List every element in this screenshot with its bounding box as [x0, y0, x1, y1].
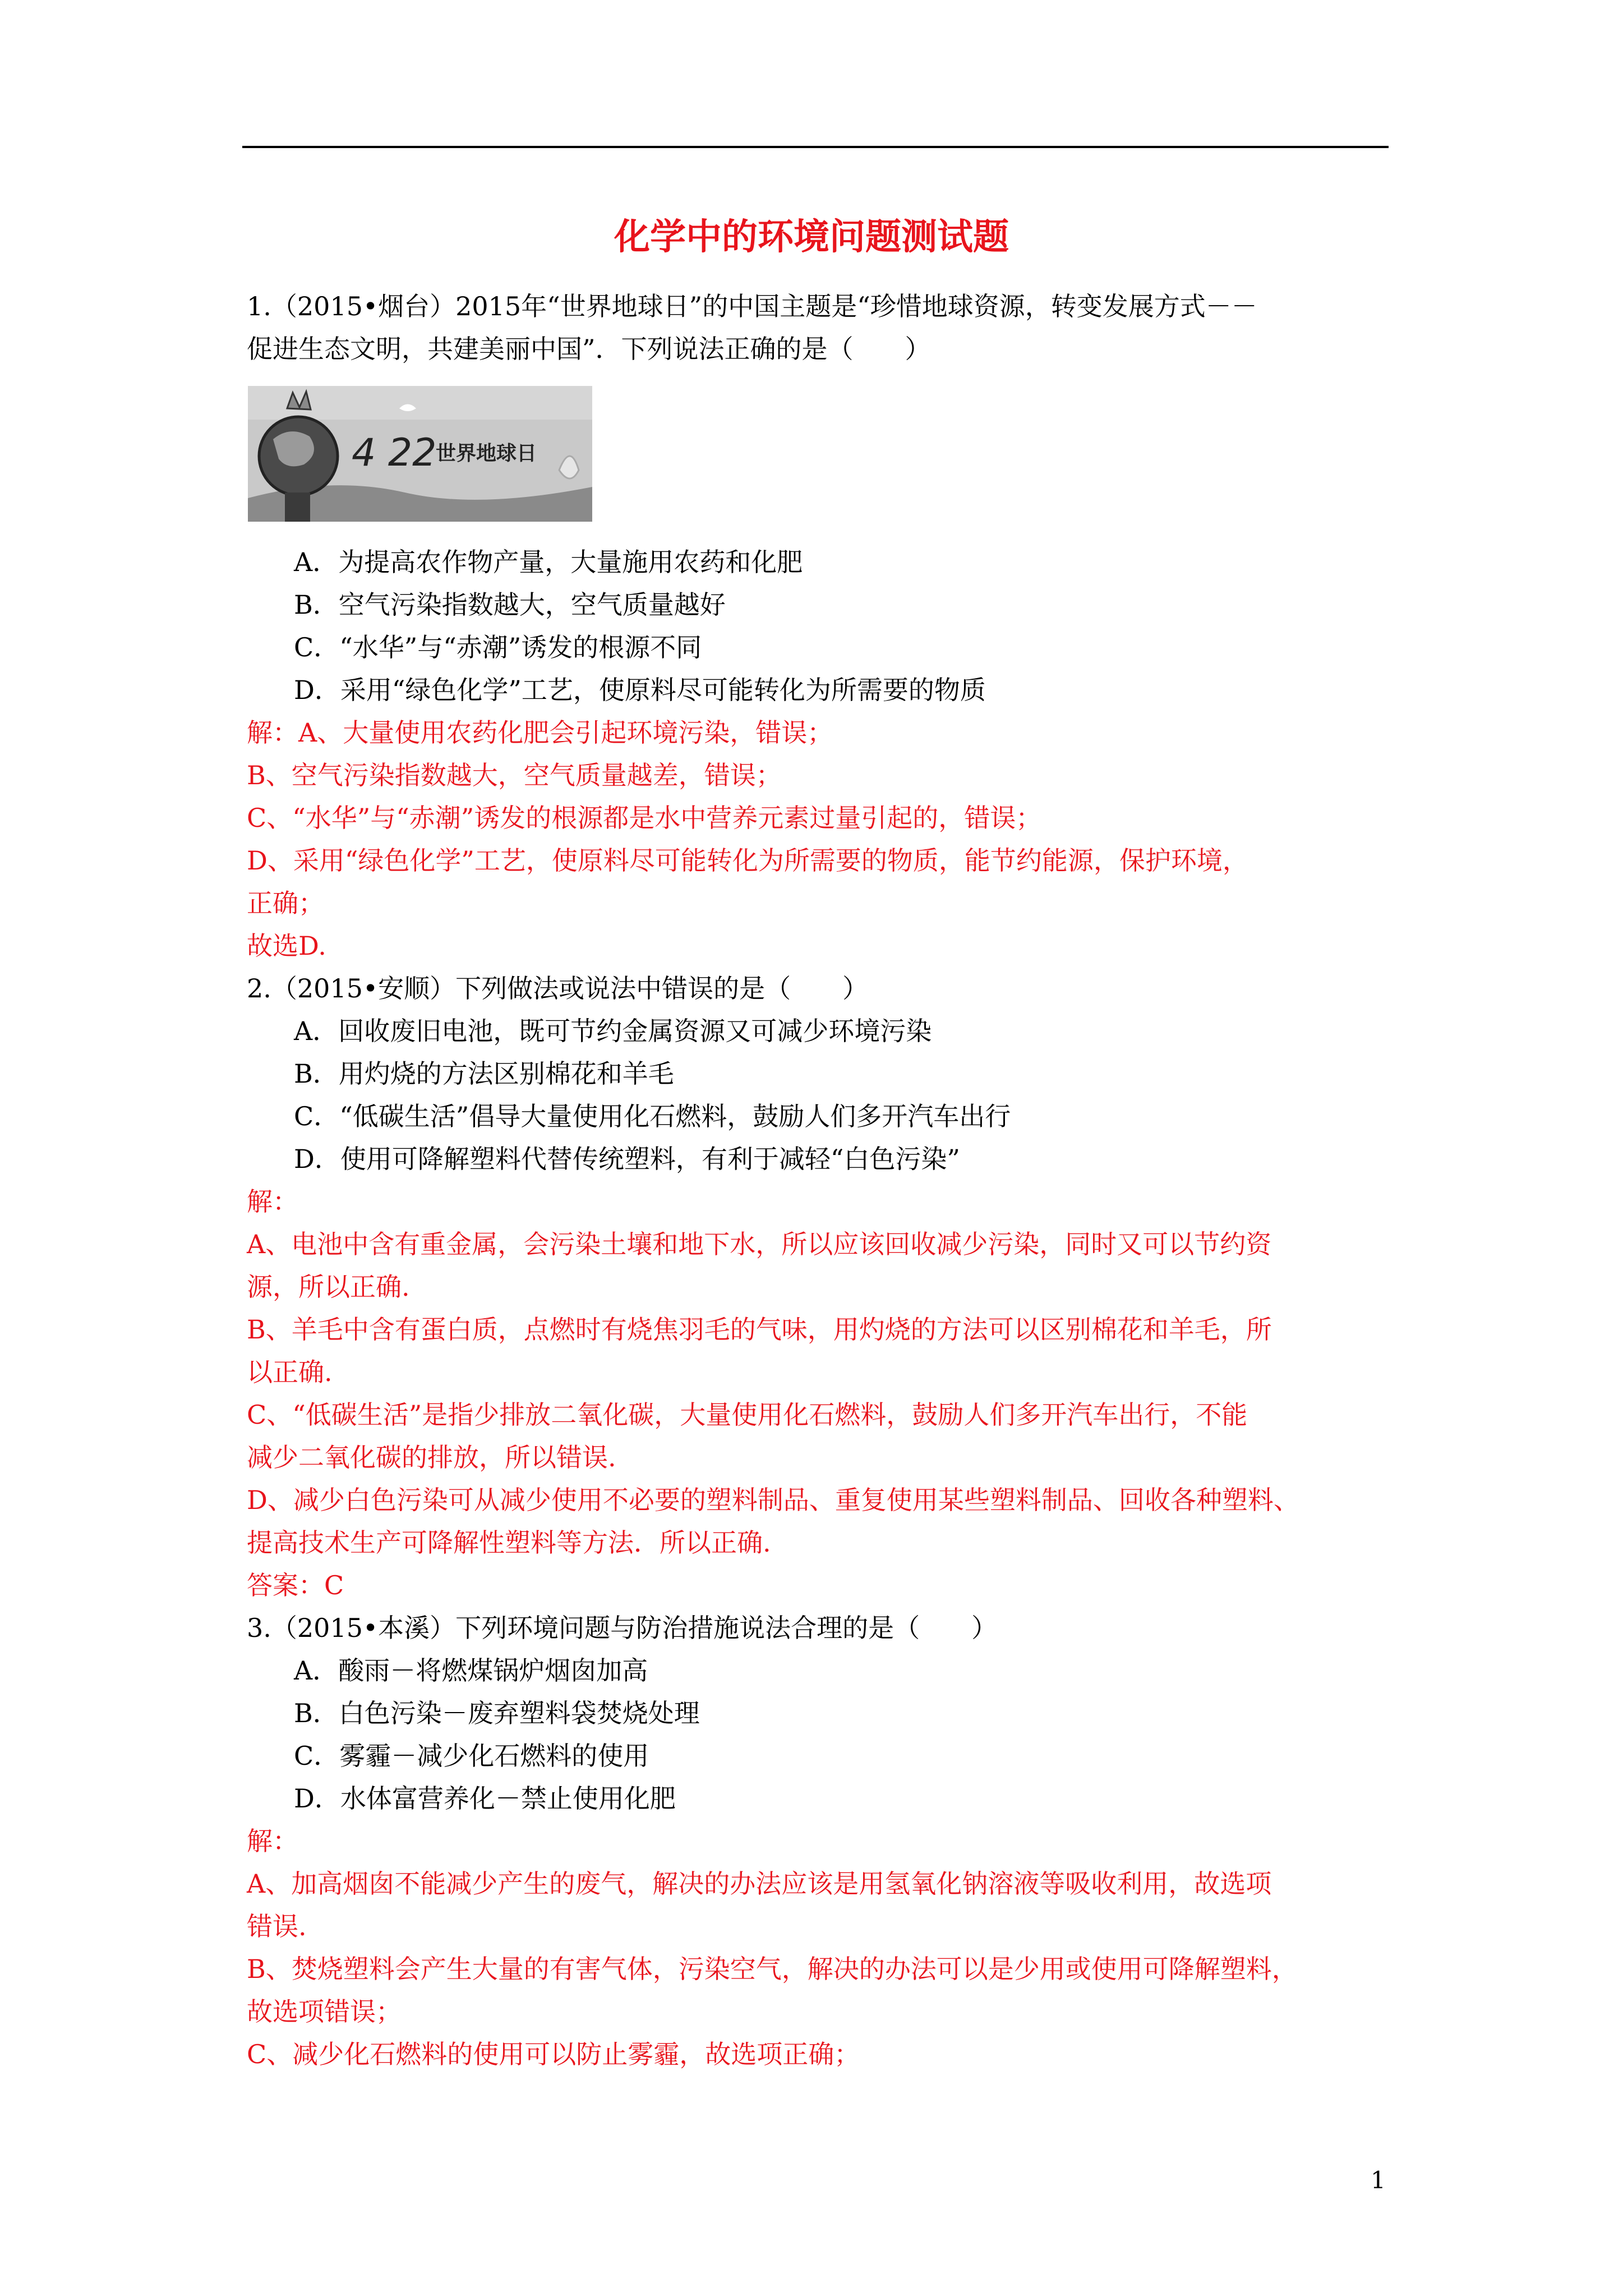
- q1-option-c: C．“水华”与“赤潮”诱发的根源不同: [294, 632, 702, 662]
- q2-solution-line-2: 源，所以正确.: [247, 1272, 410, 1302]
- q2-solution-line-7: D、减少白色污染可从减少使用不必要的塑料制品、重复使用某些塑料制品、回收各种塑料、: [247, 1485, 1299, 1515]
- earth-day-image: [248, 386, 592, 522]
- q1-stem-line-1: 1.（2015•烟台）2015年“世界地球日”的中国主题是“珍惜地球资源，转变发展方式－－: [247, 291, 1257, 321]
- q3-solution-head: 解：: [247, 1826, 298, 1856]
- q3-option-d: D．水体富营养化－禁止使用化肥: [294, 1783, 676, 1814]
- q1-solution-line-2: B、空气污染指数越大，空气质量越差，错误；: [247, 760, 782, 790]
- q3-option-a: A．酸雨－将燃煤锅炉烟囱加高: [294, 1655, 648, 1686]
- earth-day-date: 4 22: [352, 431, 437, 475]
- q3-stem: 3.（2015•本溪）下列环境问题与防治措施说法合理的是（ ）: [247, 1613, 998, 1643]
- page-number: 1: [1371, 2166, 1386, 2194]
- q1-stem-line-2: 促进生态文明，共建美丽中国”．下列说法正确的是（ ）: [247, 334, 931, 364]
- q2-stem: 2.（2015•安顺）下列做法或说法中错误的是（ ）: [247, 973, 869, 1004]
- q2-option-c: C．“低碳生活”倡导大量使用化石燃料，鼓励人们多开汽车出行: [294, 1101, 1011, 1131]
- q3-solution-line-3: B、焚烧塑料会产生大量的有害气体，污染空气，解决的办法可以是少用或使用可降解塑料，: [247, 1954, 1298, 1984]
- q1-solution-line-5: 正确；: [247, 888, 324, 918]
- q2-solution-line-1: A、电池中含有重金属，会污染土壤和地下水，所以应该回收减少污染，同时又可以节约资: [247, 1229, 1272, 1259]
- q1-solution-line-4: D、采用“绿色化学”工艺，使原料尽可能转化为所需要的物质，能节约能源，保护环境，: [247, 845, 1248, 876]
- q2-option-d: D．使用可降解塑料代替传统塑料，有利于减轻“白色污染”: [294, 1144, 960, 1174]
- q3-solution-line-2: 错误.: [247, 1911, 307, 1941]
- page-title: 化学中的环境问题测试题: [614, 216, 1009, 258]
- q3-option-c: C．雾霾－减少化石燃料的使用: [294, 1741, 649, 1771]
- earth-day-label: 世界地球日: [436, 442, 537, 465]
- q2-solution-line-8: 提高技术生产可降解性塑料等方法．所以正确.: [247, 1527, 771, 1558]
- q3-option-b: B．白色污染－废弃塑料袋焚烧处理: [294, 1698, 700, 1728]
- q2-solution-line-3: B、羊毛中含有蛋白质，点燃时有烧焦羽毛的气味，用灼烧的方法可以区别棉花和羊毛，所: [247, 1314, 1272, 1345]
- header-rule: [242, 146, 1389, 148]
- q2-option-b: B．用灼烧的方法区别棉花和羊毛: [294, 1059, 674, 1089]
- q1-option-a: A．为提高农作物产量，大量施用农药和化肥: [294, 547, 803, 577]
- q2-solution-line-5: C、“低碳生活”是指少排放二氧化碳，大量使用化石燃料，鼓励人们多开汽车出行，不能: [247, 1400, 1248, 1430]
- q2-option-a: A．回收废旧电池，既可节约金属资源又可减少环境污染: [294, 1016, 932, 1046]
- q2-answer: 答案：C: [247, 1570, 344, 1600]
- q2-solution-line-4: 以正确.: [247, 1357, 333, 1387]
- q1-solution-line-6: 故选D.: [247, 931, 326, 961]
- q3-solution-line-1: A、加高烟囱不能减少产生的废气，解决的办法应该是用氢氧化钠溶液等吸收利用，故选项: [247, 1869, 1272, 1899]
- q1-solution-line-3: C、“水华”与“赤潮”诱发的根源都是水中营养元素过量引起的，错误；: [247, 803, 1042, 833]
- q1-solution-line-1: 解：A、大量使用农药化肥会引起环境污染，错误；: [247, 717, 833, 748]
- q1-option-b: B．空气污染指数越大，空气质量越好: [294, 590, 726, 620]
- q1-option-d: D．采用“绿色化学”工艺，使原料尽可能转化为所需要的物质: [294, 675, 986, 705]
- q3-solution-line-4: 故选项错误；: [247, 1996, 402, 2027]
- q2-solution-head: 解：: [247, 1186, 298, 1217]
- q2-solution-line-6: 减少二氧化碳的排放，所以错误.: [247, 1442, 616, 1473]
- q3-solution-line-5: C、减少化石燃料的使用可以防止雾霾，故选项正确；: [247, 2039, 860, 2069]
